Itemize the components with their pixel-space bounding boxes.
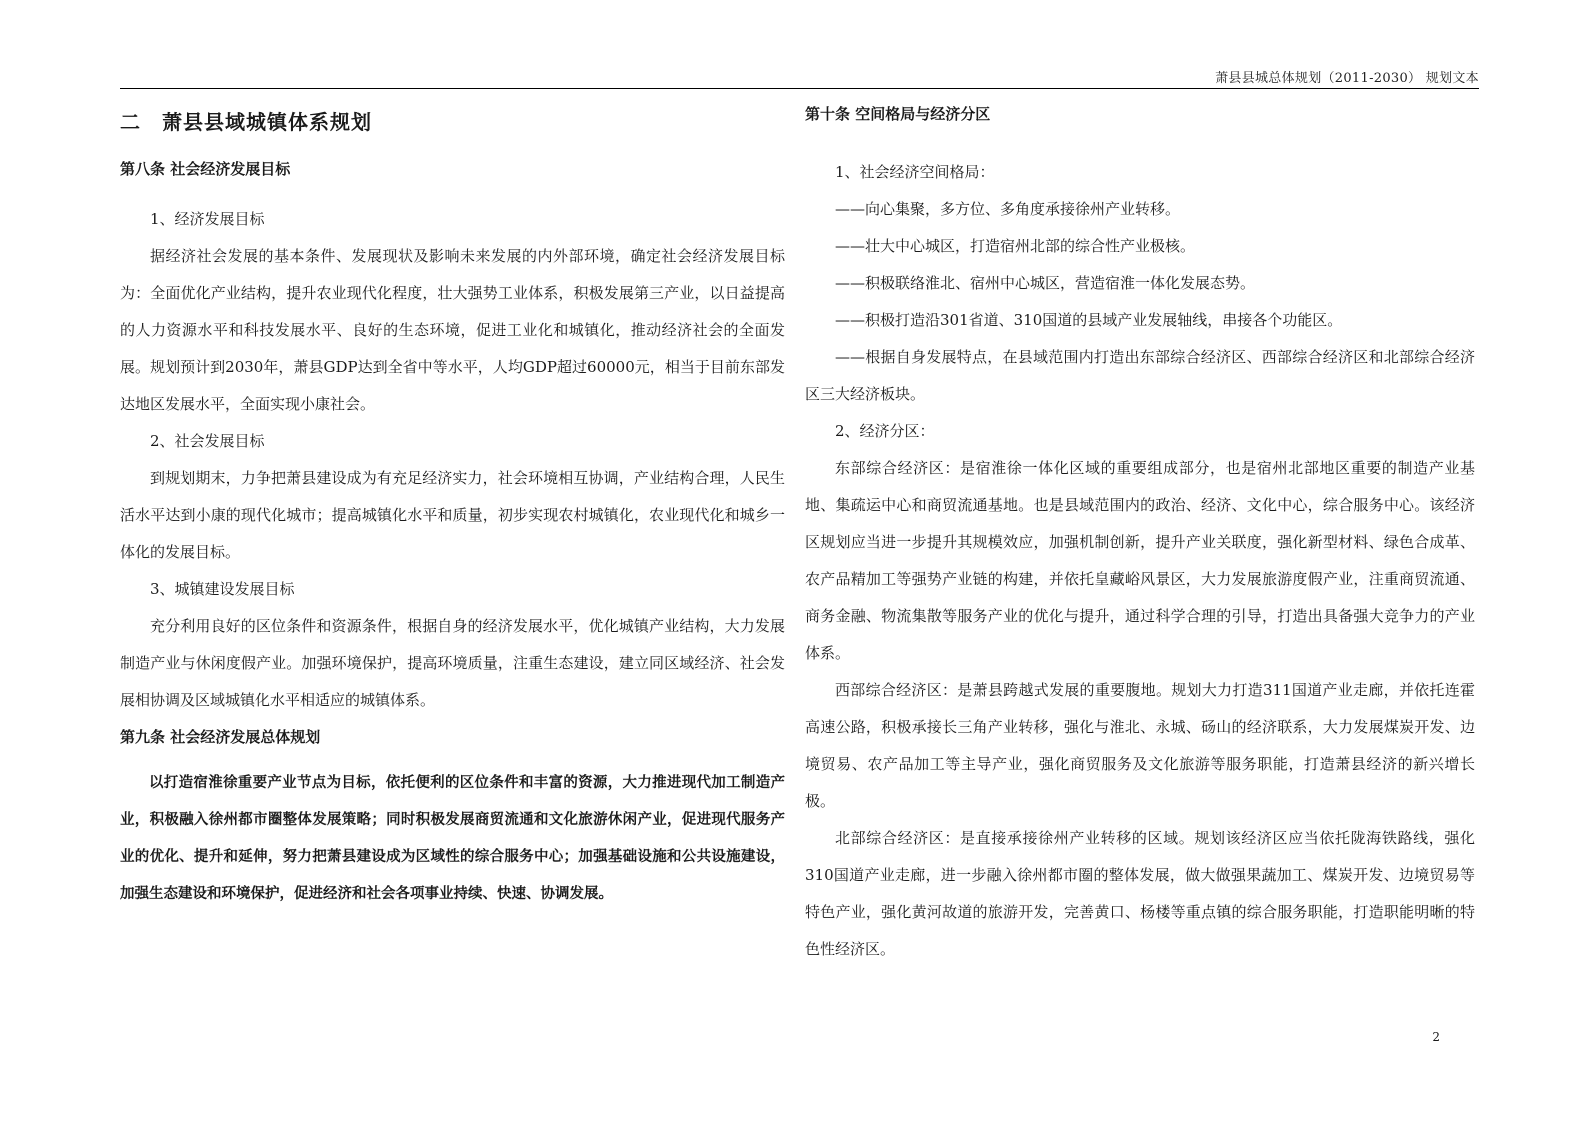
article-8-paragraph-3: 充分利用良好的区位条件和资源条件，根据自身的经济发展水平，优化城镇产业结构，大力发展制造产业与休闲度假产业。加强环境保护，提高环境质量，注重生态建设，建立同区域经济、社会发展相协调及区域城镇化水平相适应的城镇体系。 xyxy=(120,617,785,709)
spatial-item: ——积极打造沿301省道、310国道的县域产业发展轴线，串接各个功能区。 xyxy=(835,311,1343,329)
chapter-number: 二 xyxy=(120,110,141,134)
article-9-title: 第九条 社会经济发展总体规划 xyxy=(120,728,321,746)
east-zone-paragraph: 东部综合经济区：是宿淮徐一体化区域的重要组成部分，也是宿州北部地区重要的制造产业基地、集疏运中心和商贸流通基地。也是县域范围内的政治、经济、文化中心，综合服务中心。该经济区规划应当进一步提升其规模效应，加强机制创新，提升产业关联度，强化新型材料、绿色合成革、农产品精加工等强势产业链的构建，并依托皇藏峪风景区，大力发展旅游度假产业，注重商贸流通、商务金融、物流集散等服务产业的优化与提升，通过科学合理的引导，打造出具备强大竞争力的产业体系。 xyxy=(805,459,1475,662)
spatial-item: ——向心集聚，多方位、多角度承接徐州产业转移。 xyxy=(835,200,1181,218)
right-column xyxy=(805,100,1475,968)
left-column xyxy=(120,100,785,913)
article-9-paragraph: 以打造宿淮徐重要产业节点为目标，依托便利的区位条件和丰富的资源，大力推进现代加工制造产业，积极融入徐州都市圈整体发展策略；同时积极发展商贸流通和文化旅游休闲产业，促进现代服务产业的优化、提升和延伸，努力把萧县建设成为区域性的综合服务中心；加强基础设施和公共设施建设，加强生态建设和环境保护，促进经济和社会各项事业持续、快速、协调发展。 xyxy=(120,775,785,902)
spatial-item: ——根据自身发展特点，在县域范围内打造出东部综合经济区、西部综合经济区和北部综合经济区三大经济板块。 xyxy=(805,348,1475,403)
chapter-title-text: 萧县县域城镇体系规划 xyxy=(162,110,372,134)
chapter-title xyxy=(120,106,785,135)
article-10-title: 第十条 空间格局与经济分区 xyxy=(805,105,991,123)
article-8-heading-3: 3、城镇建设发展目标 xyxy=(150,580,295,598)
article-8-heading-2: 2、社会发展目标 xyxy=(150,432,265,450)
north-zone-paragraph: 北部综合经济区：是直接承接徐州产业转移的区域。规划该经济区应当依托陇海铁路线，强化310国道产业走廊，进一步融入徐州都市圈的整体发展，做大做强果蔬加工、煤炭开发、边境贸易等特色产业，强化黄河故道的旅游开发，完善黄口、杨楼等重点镇的综合服务职能，打造职能明晰的特色性经济区。 xyxy=(805,829,1475,958)
article-8-title: 第八条 社会经济发展目标 xyxy=(120,160,291,178)
article-10-heading-1: 1、社会经济空间格局： xyxy=(835,163,995,181)
article-10-heading-2: 2、经济分区： xyxy=(835,422,935,440)
document-header: 萧县县城总体规划（2011-2030） 规划文本 xyxy=(1215,71,1479,86)
header-divider xyxy=(120,88,1479,89)
spatial-item: ——壮大中心城区，打造宿州北部的综合性产业极核。 xyxy=(835,237,1196,255)
article-8-heading-1: 1、经济发展目标 xyxy=(150,210,265,228)
page-number: 2 xyxy=(1432,1030,1440,1044)
spatial-item: ——积极联络淮北、宿州中心城区，营造宿淮一体化发展态势。 xyxy=(835,274,1256,292)
article-8-paragraph-1: 据经济社会发展的基本条件、发展现状及影响未来发展的内外部环境，确定社会经济发展目标为：全面优化产业结构，提升农业现代化程度，壮大强势工业体系，积极发展第三产业，以日益提高的人力资源水平和科技发展水平、良好的生态环境，促进工业化和城镇化，推动经济社会的全面发展。规划预计到2030年，萧县GDP达到全省中等水平，人均GDP超过60000元，相当于目前东部发达地区发展水平，全面实现小康社会。 xyxy=(120,247,785,413)
article-8-paragraph-2: 到规划期末，力争把萧县建设成为有充足经济实力，社会环境相互协调，产业结构合理，人民生活水平达到小康的现代化城市；提高城镇化水平和质量，初步实现农村城镇化，农业现代化和城乡一体化的发展目标。 xyxy=(120,469,785,561)
west-zone-paragraph: 西部综合经济区：是萧县跨越式发展的重要腹地。规划大力打造311国道产业走廊，并依托连霍高速公路，积极承接长三角产业转移，强化与淮北、永城、砀山的经济联系，大力发展煤炭开发、边境贸易、农产品加工等主导产业，强化商贸服务及文化旅游等服务职能，打造萧县经济的新兴增长极。 xyxy=(805,681,1475,810)
